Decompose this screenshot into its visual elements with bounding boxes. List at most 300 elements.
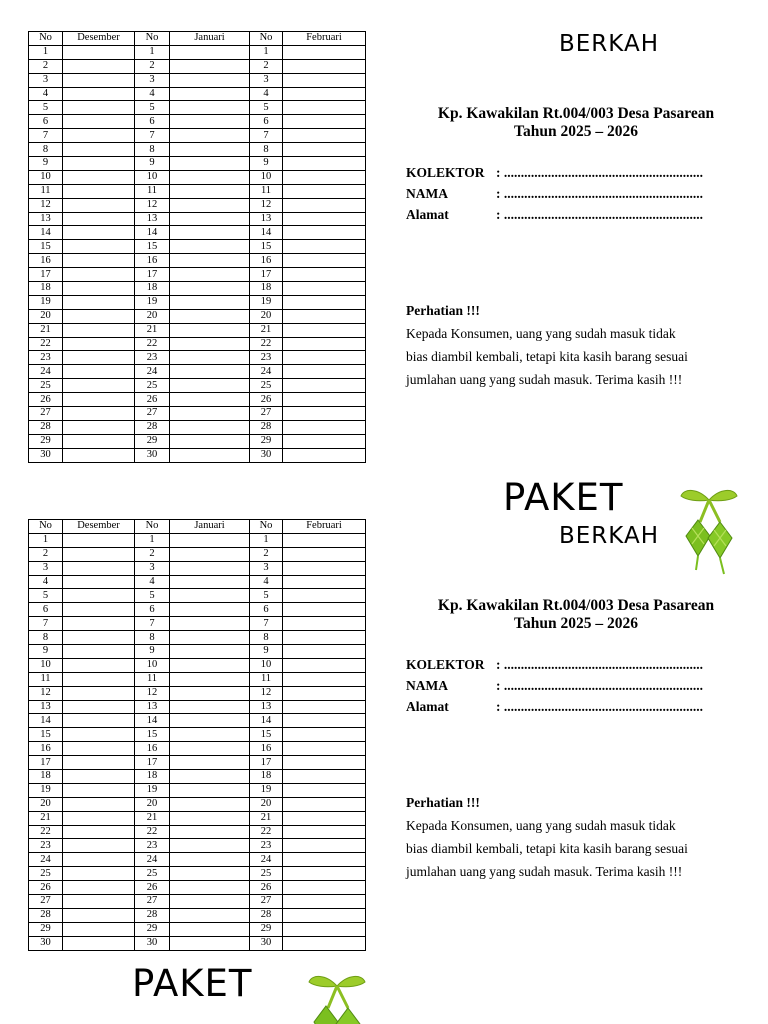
cell-januari [170, 420, 250, 434]
cell-januari [170, 379, 250, 393]
row-no-desember: 21 [29, 323, 63, 337]
ledger-row [29, 129, 366, 143]
row-no-februari: 14 [250, 714, 283, 728]
cell-januari [170, 686, 250, 700]
kolektor-label: KOLEKTOR [406, 657, 485, 672]
ledger-row [29, 282, 366, 296]
row-no-januari: 16 [135, 742, 170, 756]
row-no-januari: 23 [135, 839, 170, 853]
ledger-row [29, 867, 366, 881]
cell-januari [170, 129, 250, 143]
cell-januari [170, 700, 250, 714]
address-heading [406, 105, 746, 141]
row-no-desember: 6 [29, 115, 63, 129]
kolektor-label: KOLEKTOR [406, 165, 485, 180]
row-no-januari: 5 [135, 589, 170, 603]
row-no-desember: 24 [29, 853, 63, 867]
row-no-januari: 25 [135, 867, 170, 881]
cell-januari [170, 295, 250, 309]
row-no-desember: 14 [29, 226, 63, 240]
row-no-februari: 5 [250, 101, 283, 115]
ledger-row [29, 825, 366, 839]
ledger-row [29, 839, 366, 853]
kolektor-blank: : ........................................................... [496, 165, 703, 180]
cell-februari [283, 936, 366, 950]
header-desember: Desember [63, 32, 135, 46]
cell-januari [170, 908, 250, 922]
cell-desember [63, 309, 135, 323]
row-no-januari: 2 [135, 547, 170, 561]
notice-block [406, 299, 746, 391]
row-no-februari: 20 [250, 309, 283, 323]
row-no-desember: 7 [29, 129, 63, 143]
row-no-februari: 23 [250, 839, 283, 853]
cell-desember [63, 839, 135, 853]
cell-desember [63, 853, 135, 867]
address-line-2: Tahun 2025 – 2026 [514, 123, 638, 140]
alamat-blank: : ........................................................... [496, 699, 703, 714]
row-no-januari: 27 [135, 407, 170, 421]
cell-desember [63, 198, 135, 212]
cell-desember [63, 295, 135, 309]
cell-februari [283, 672, 366, 686]
ledger-row [29, 811, 366, 825]
row-no-februari: 9 [250, 157, 283, 171]
notice-line-1: Kepada Konsumen, uang yang sudah masuk tidak [406, 326, 676, 341]
cell-desember [63, 825, 135, 839]
cell-januari [170, 811, 250, 825]
cell-februari [283, 393, 366, 407]
cell-januari [170, 936, 250, 950]
row-no-februari: 15 [250, 240, 283, 254]
cell-februari [283, 73, 366, 87]
ledger-row [29, 170, 366, 184]
row-no-desember: 23 [29, 839, 63, 853]
header-januari: Januari [170, 520, 250, 534]
notice-line-2: bias diambil kembali, tetapi kita kasih barang sesuai [406, 841, 688, 856]
row-no-desember: 14 [29, 714, 63, 728]
row-no-februari: 19 [250, 783, 283, 797]
cell-februari [283, 365, 366, 379]
cell-desember [63, 783, 135, 797]
ledger-row [29, 672, 366, 686]
row-no-desember: 21 [29, 811, 63, 825]
row-no-januari: 17 [135, 756, 170, 770]
row-no-desember: 17 [29, 268, 63, 282]
row-no-desember: 18 [29, 282, 63, 296]
cell-januari [170, 309, 250, 323]
row-no-desember: 28 [29, 908, 63, 922]
row-no-januari: 23 [135, 351, 170, 365]
ledger-row [29, 143, 366, 157]
row-no-januari: 27 [135, 895, 170, 909]
cell-desember [63, 561, 135, 575]
header-no-januari: No [135, 32, 170, 46]
ledger-row [29, 700, 366, 714]
cell-januari [170, 393, 250, 407]
cell-desember [63, 393, 135, 407]
cell-desember [63, 184, 135, 198]
cell-januari [170, 337, 250, 351]
row-no-januari: 7 [135, 129, 170, 143]
row-no-desember: 18 [29, 770, 63, 784]
row-no-januari: 4 [135, 87, 170, 101]
header-desember: Desember [63, 520, 135, 534]
cell-desember [63, 115, 135, 129]
cell-desember [63, 282, 135, 296]
row-no-februari: 28 [250, 908, 283, 922]
cell-februari [283, 240, 366, 254]
cell-februari [283, 448, 366, 462]
ledger-row [29, 87, 366, 101]
cell-desember [63, 672, 135, 686]
cell-desember [63, 337, 135, 351]
row-no-desember: 19 [29, 783, 63, 797]
cell-desember [63, 756, 135, 770]
cell-januari [170, 407, 250, 421]
row-no-desember: 2 [29, 547, 63, 561]
ledger-row [29, 770, 366, 784]
row-no-februari: 20 [250, 797, 283, 811]
row-no-februari: 4 [250, 575, 283, 589]
row-no-januari: 9 [135, 157, 170, 171]
row-no-desember: 1 [29, 533, 63, 547]
cell-februari [283, 839, 366, 853]
cell-januari [170, 448, 250, 462]
cell-desember [63, 645, 135, 659]
cell-februari [283, 825, 366, 839]
cell-februari [283, 87, 366, 101]
ledger-row [29, 686, 366, 700]
row-no-januari: 30 [135, 936, 170, 950]
cell-desember [63, 170, 135, 184]
row-no-desember: 9 [29, 645, 63, 659]
row-no-desember: 15 [29, 728, 63, 742]
row-no-desember: 11 [29, 184, 63, 198]
cell-januari [170, 645, 250, 659]
row-no-januari: 20 [135, 309, 170, 323]
row-no-desember: 25 [29, 867, 63, 881]
cell-februari [283, 115, 366, 129]
row-no-februari: 22 [250, 337, 283, 351]
header-no-februari: No [250, 32, 283, 46]
row-no-januari: 29 [135, 922, 170, 936]
cell-desember [63, 45, 135, 59]
row-no-februari: 16 [250, 254, 283, 268]
row-no-februari: 4 [250, 87, 283, 101]
row-no-februari: 26 [250, 881, 283, 895]
cell-desember [63, 268, 135, 282]
cell-desember [63, 728, 135, 742]
info-panel [406, 105, 746, 225]
row-no-januari: 10 [135, 658, 170, 672]
cell-desember [63, 881, 135, 895]
cell-februari [283, 589, 366, 603]
row-no-desember: 27 [29, 895, 63, 909]
cell-februari [283, 533, 366, 547]
row-no-januari: 1 [135, 533, 170, 547]
row-no-januari: 26 [135, 881, 170, 895]
cell-desember [63, 212, 135, 226]
row-no-desember: 16 [29, 742, 63, 756]
ledger-row [29, 448, 366, 462]
cell-desember [63, 617, 135, 631]
cell-desember [63, 101, 135, 115]
row-no-desember: 11 [29, 672, 63, 686]
ledger-row [29, 547, 366, 561]
notice-title: Perhatian !!! [406, 303, 480, 318]
cell-januari [170, 672, 250, 686]
cell-februari [283, 547, 366, 561]
field-kolektor [406, 162, 746, 183]
ledger-row [29, 714, 366, 728]
row-no-januari: 8 [135, 631, 170, 645]
ledger-row [29, 59, 366, 73]
row-no-januari: 21 [135, 323, 170, 337]
address-line-1: Kp. Kawakilan Rt.004/003 Desa Pasarean [437, 597, 715, 614]
cell-januari [170, 87, 250, 101]
row-no-februari: 1 [250, 533, 283, 547]
cell-desember [63, 240, 135, 254]
cell-desember [63, 129, 135, 143]
cell-februari [283, 922, 366, 936]
ledger-row [29, 212, 366, 226]
ledger-row [29, 589, 366, 603]
cell-januari [170, 157, 250, 171]
cell-januari [170, 533, 250, 547]
ledger-row [29, 434, 366, 448]
cell-januari [170, 839, 250, 853]
row-no-desember: 12 [29, 198, 63, 212]
ledger-row [29, 895, 366, 909]
field-alamat [406, 204, 746, 225]
row-no-januari: 7 [135, 617, 170, 631]
cell-januari [170, 198, 250, 212]
row-no-februari: 13 [250, 212, 283, 226]
row-no-januari: 20 [135, 797, 170, 811]
ledger-row [29, 184, 366, 198]
cell-januari [170, 212, 250, 226]
row-no-desember: 8 [29, 143, 63, 157]
cell-desember [63, 547, 135, 561]
row-no-januari: 19 [135, 295, 170, 309]
row-no-desember: 4 [29, 87, 63, 101]
row-no-februari: 17 [250, 756, 283, 770]
row-no-februari: 27 [250, 407, 283, 421]
cell-februari [283, 157, 366, 171]
cell-desember [63, 895, 135, 909]
ledger-row [29, 157, 366, 171]
cell-desember [63, 59, 135, 73]
ledger-header-row [29, 520, 366, 534]
cell-desember [63, 533, 135, 547]
row-no-februari: 18 [250, 770, 283, 784]
cell-desember [63, 575, 135, 589]
cell-februari [283, 603, 366, 617]
notice-block [406, 791, 746, 883]
header-no-januari: No [135, 520, 170, 534]
ledger-row [29, 226, 366, 240]
cell-februari [283, 59, 366, 73]
row-no-februari: 25 [250, 867, 283, 881]
cell-februari [283, 129, 366, 143]
payment-ledger-table [28, 519, 366, 951]
cell-desember [63, 936, 135, 950]
cell-februari [283, 881, 366, 895]
cell-januari [170, 268, 250, 282]
cell-januari [170, 434, 250, 448]
cell-januari [170, 825, 250, 839]
row-no-januari: 11 [135, 672, 170, 686]
cell-februari [283, 337, 366, 351]
cell-januari [170, 783, 250, 797]
row-no-februari: 17 [250, 268, 283, 282]
row-no-januari: 4 [135, 575, 170, 589]
row-no-desember: 16 [29, 254, 63, 268]
cell-februari [283, 379, 366, 393]
row-no-desember: 19 [29, 295, 63, 309]
cell-februari [283, 728, 366, 742]
cell-januari [170, 797, 250, 811]
cell-januari [170, 617, 250, 631]
cell-februari [283, 143, 366, 157]
ledger-row [29, 881, 366, 895]
cell-februari [283, 797, 366, 811]
row-no-februari: 30 [250, 936, 283, 950]
ledger-row [29, 797, 366, 811]
row-no-januari: 16 [135, 254, 170, 268]
cell-februari [283, 295, 366, 309]
cell-januari [170, 895, 250, 909]
row-no-februari: 3 [250, 73, 283, 87]
alamat-label: Alamat [406, 207, 449, 222]
ledger-row [29, 603, 366, 617]
ledger-row [29, 45, 366, 59]
cell-februari [283, 226, 366, 240]
cell-januari [170, 170, 250, 184]
row-no-februari: 30 [250, 448, 283, 462]
ledger-row [29, 561, 366, 575]
ledger-row [29, 742, 366, 756]
row-no-januari: 28 [135, 420, 170, 434]
field-nama [406, 183, 746, 204]
row-no-januari: 11 [135, 184, 170, 198]
payment-ledger-table [28, 31, 366, 463]
cell-februari [283, 309, 366, 323]
cell-desember [63, 589, 135, 603]
alamat-blank: : ........................................................... [496, 207, 703, 222]
ledger-row [29, 323, 366, 337]
cell-desember [63, 700, 135, 714]
header-no-desember: No [29, 520, 63, 534]
cell-desember [63, 922, 135, 936]
row-no-februari: 22 [250, 825, 283, 839]
nama-blank: : ........................................................... [496, 678, 703, 693]
cell-januari [170, 143, 250, 157]
ledger-row [29, 115, 366, 129]
row-no-desember: 2 [29, 59, 63, 73]
header-no-februari: No [250, 520, 283, 534]
cell-desember [63, 87, 135, 101]
row-no-desember: 27 [29, 407, 63, 421]
row-no-januari: 22 [135, 337, 170, 351]
row-no-januari: 17 [135, 268, 170, 282]
row-no-februari: 12 [250, 198, 283, 212]
cell-desember [63, 908, 135, 922]
row-no-februari: 3 [250, 561, 283, 575]
row-no-januari: 29 [135, 434, 170, 448]
row-no-januari: 30 [135, 448, 170, 462]
address-line-2: Tahun 2025 – 2026 [514, 615, 638, 632]
row-no-januari: 25 [135, 379, 170, 393]
ledger-row [29, 756, 366, 770]
cell-desember [63, 742, 135, 756]
cell-februari [283, 45, 366, 59]
row-no-januari: 22 [135, 825, 170, 839]
cell-januari [170, 254, 250, 268]
row-no-desember: 5 [29, 101, 63, 115]
row-no-desember: 25 [29, 379, 63, 393]
cell-februari [283, 783, 366, 797]
row-no-februari: 9 [250, 645, 283, 659]
header-februari: Februari [283, 32, 366, 46]
row-no-februari: 2 [250, 547, 283, 561]
ledger-row [29, 198, 366, 212]
cell-desember [63, 73, 135, 87]
row-no-desember: 23 [29, 351, 63, 365]
notice-title: Perhatian !!! [406, 795, 480, 810]
cell-februari [283, 742, 366, 756]
row-no-februari: 5 [250, 589, 283, 603]
brand-paket-logo: PAKET [503, 476, 624, 519]
cell-februari [283, 254, 366, 268]
cell-desember [63, 797, 135, 811]
ledger-row [29, 645, 366, 659]
row-no-februari: 11 [250, 672, 283, 686]
cell-desember [63, 420, 135, 434]
row-no-januari: 13 [135, 700, 170, 714]
cell-februari [283, 686, 366, 700]
row-no-februari: 10 [250, 170, 283, 184]
cell-februari [283, 658, 366, 672]
row-no-desember: 6 [29, 603, 63, 617]
cell-januari [170, 45, 250, 59]
header-februari: Februari [283, 520, 366, 534]
cell-desember [63, 351, 135, 365]
row-no-desember: 10 [29, 658, 63, 672]
cell-februari [283, 700, 366, 714]
row-no-januari: 1 [135, 45, 170, 59]
ledger-row [29, 268, 366, 282]
notice-line-1: Kepada Konsumen, uang yang sudah masuk tidak [406, 818, 676, 833]
ledger-row [29, 351, 366, 365]
cell-januari [170, 282, 250, 296]
ledger-row [29, 393, 366, 407]
cell-desember [63, 714, 135, 728]
ledger-row [29, 101, 366, 115]
row-no-januari: 3 [135, 561, 170, 575]
row-no-januari: 9 [135, 645, 170, 659]
cell-februari [283, 645, 366, 659]
row-no-desember: 4 [29, 575, 63, 589]
cell-desember [63, 379, 135, 393]
row-no-desember: 9 [29, 157, 63, 171]
cell-januari [170, 323, 250, 337]
row-no-desember: 7 [29, 617, 63, 631]
row-no-februari: 7 [250, 129, 283, 143]
collector-fields [406, 654, 746, 717]
cell-februari [283, 351, 366, 365]
